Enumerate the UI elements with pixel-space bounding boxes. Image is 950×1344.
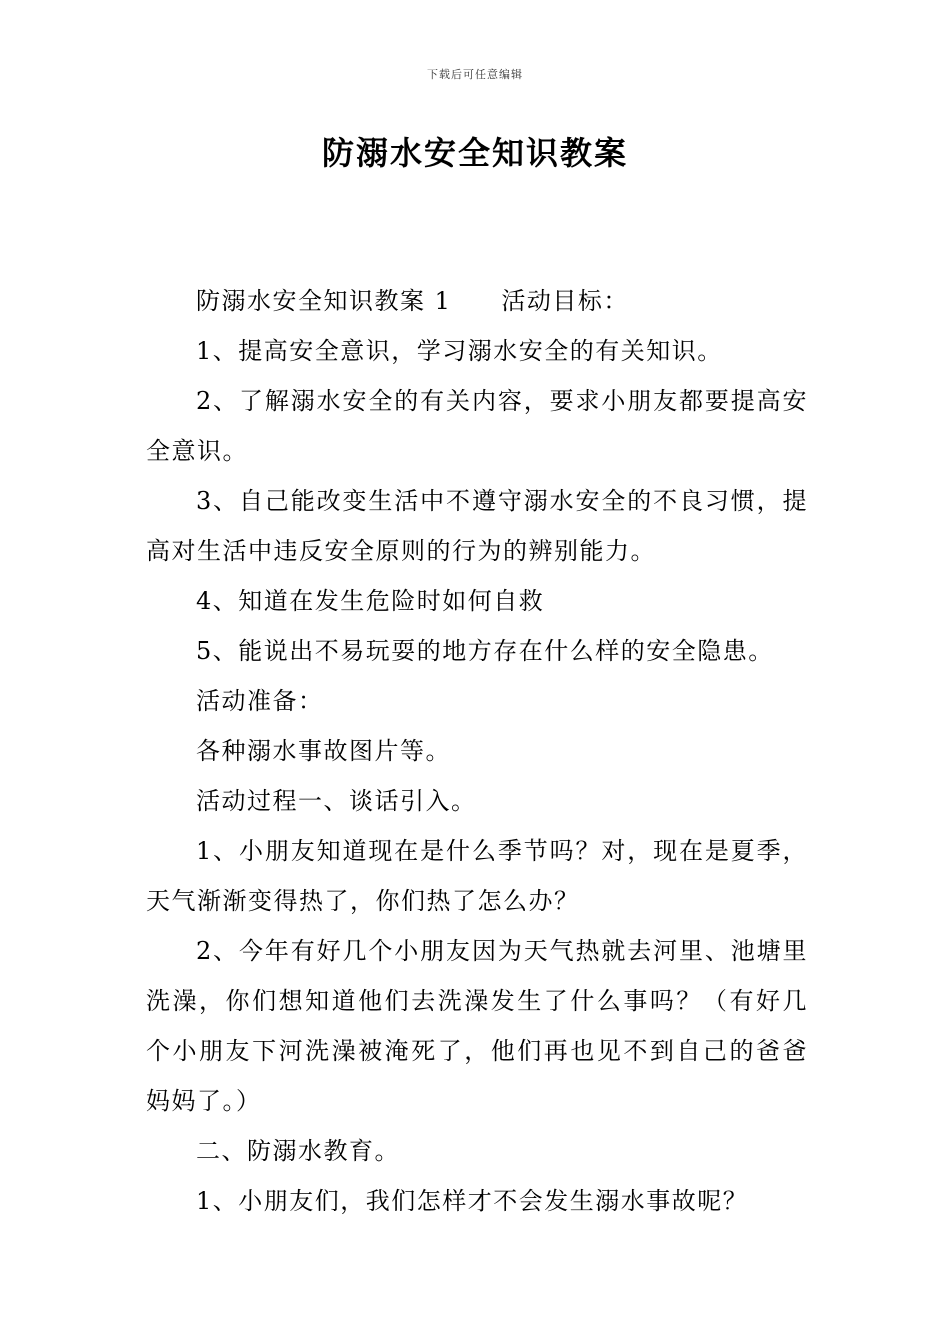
preparation-heading: 活动准备： <box>196 687 324 715</box>
goal-item-5: 5、能说出不易玩耍的地方存在什么样的安全隐患。 <box>196 637 774 665</box>
goal-item-3: 3、自己能改变生活中不遵守溺水安全的不良习惯，提高对生活中违反安全原则的行为的辨别能力。 <box>146 487 808 565</box>
section-2-item-1: 1、小朋友们，我们怎样才不会发生溺水事故呢？ <box>196 1187 749 1215</box>
document-title: 防溺水安全知识教案 <box>321 134 628 172</box>
process-step-2: 2、今年有好几个小朋友因为天气热就去河里、池塘里洗澡，你们想知道他们去洗澡发生了什么事吗？（有好几个小朋友下河洗澡被淹死了，他们再也见不到自己的爸爸妈妈了。） <box>146 937 808 1115</box>
document-body <box>146 276 808 1226</box>
goal-item-2: 2、了解溺水安全的有关内容，要求小朋友都要提高安全意识。 <box>146 387 808 465</box>
goal-item-4: 4、知道在发生危险时如何自救 <box>196 587 545 615</box>
process-step-1: 1、小朋友知道现在是什么季节吗？对，现在是夏季，天气渐渐变得热了，你们热了怎么办？ <box>146 837 808 915</box>
goal-item-1: 1、提高安全意识，学习溺水安全的有关知识。 <box>196 337 723 365</box>
preparation-text: 各种溺水事故图片等。 <box>196 737 451 765</box>
goals-heading: 活动目标： <box>501 287 629 315</box>
header-note: 下载后可任意编辑 <box>427 68 523 81</box>
lesson-heading: 防溺水安全知识教案 1 <box>196 287 452 315</box>
section-heading-2: 二、防溺水教育。 <box>196 1137 400 1165</box>
process-heading: 活动过程一、谈话引入。 <box>196 787 477 815</box>
intro-line <box>146 276 808 326</box>
